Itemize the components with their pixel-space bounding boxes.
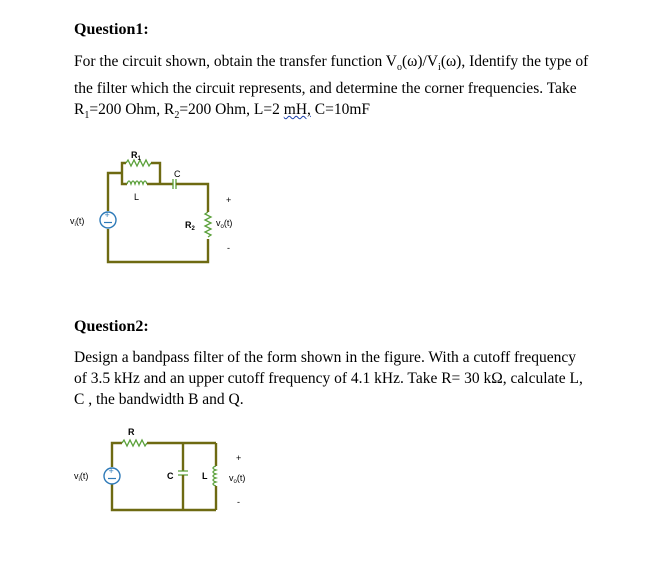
c2-label-minus: -	[237, 497, 240, 507]
c2-source-plus: +	[108, 466, 114, 476]
c2-label-plus: +	[236, 453, 242, 463]
question1-line1: For the circuit shown, obtain the transfer function $V_o(\omega)/V_i(\omega)$, Identify the type of	[74, 53, 589, 74]
c2-label-r: R	[128, 427, 135, 437]
question2-line2: of 3.5 kHz and an upper cutoff frequency of 4.1 kHz. Take R= 30 kΩ, calculate L,	[74, 370, 583, 387]
c2-label-l: L	[202, 471, 208, 481]
c2-label-vi: $v_i(t)$	[74, 471, 89, 483]
spellcheck-word: mH,	[283, 101, 311, 119]
c1-label-r1: $R_1$	[131, 150, 141, 162]
c2-wire-left-top	[112, 443, 122, 467]
c2-label-vo: $v_o(t)$	[229, 473, 246, 485]
c1-label-plus: +	[226, 195, 232, 205]
c1-label-vi: $v_i(t)$	[70, 216, 85, 228]
question1-line2: the filter which the circuit represents, and determine the corner frequencies. Take	[74, 80, 577, 98]
question1-title: Question1:	[74, 21, 149, 38]
c1-label-l: L	[134, 192, 140, 202]
c1-label-minus: -	[227, 243, 230, 253]
c2-label-c: C	[167, 471, 174, 481]
question2-line3: C , the bandwidth B and Q.	[74, 391, 244, 408]
c2-wire-bottom	[112, 484, 216, 510]
c2-inductor-l	[213, 466, 216, 486]
question2-line1: Design a bandpass filter of the form shown in the figure. With a cutoff frequency	[74, 349, 576, 366]
c1-label-r2: $R_2$	[185, 220, 195, 232]
question2-title: Question2:	[74, 318, 149, 335]
c1-label-vo: $v_o(t)$	[216, 218, 233, 230]
c2-resistor-r	[122, 440, 147, 446]
question1-line3: $R_1=200$ Ohm, $R_2=200$ Ohm, L=2 mH, C=10mF	[74, 101, 371, 122]
c2-capacitor-c	[178, 471, 188, 475]
c1-label-c: C	[174, 169, 181, 179]
c1-source-plus: +	[104, 210, 110, 220]
